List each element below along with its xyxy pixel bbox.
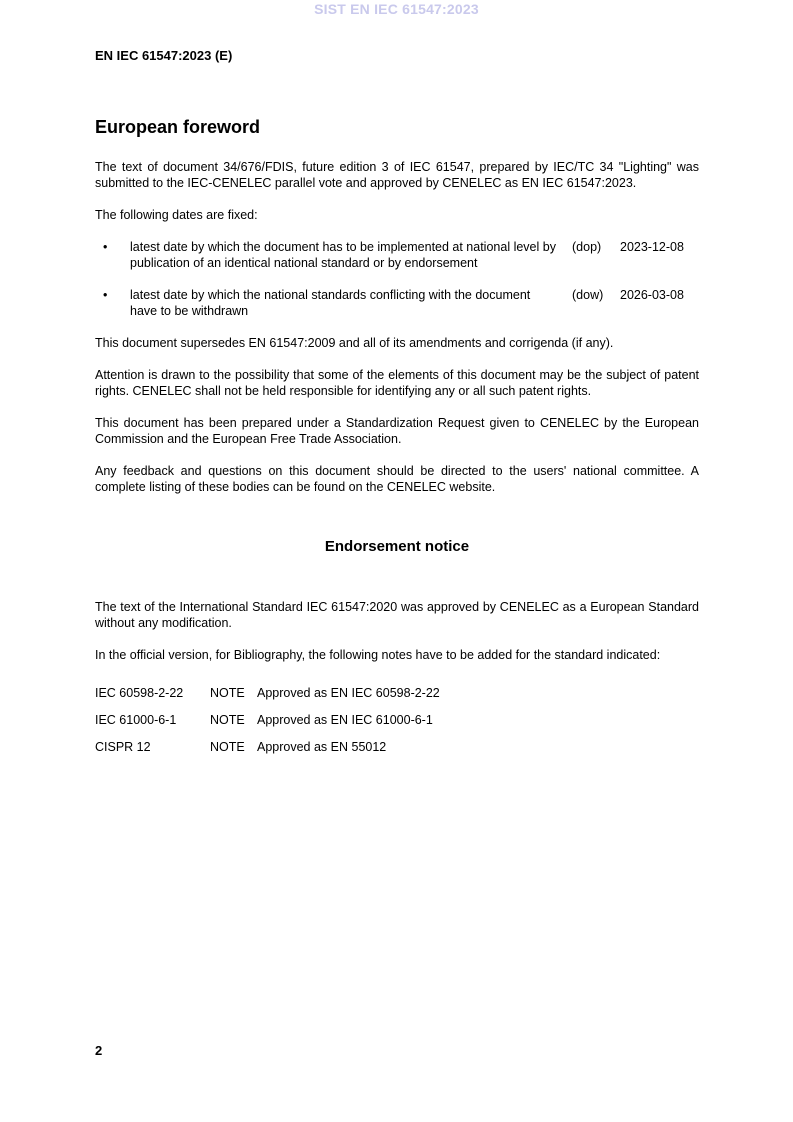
supersedes-paragraph: This document supersedes EN 61547:2009 and all of its amendments and corrigenda (if any). xyxy=(95,336,614,350)
note-reference: IEC 61000-6-1 xyxy=(95,713,177,727)
endorsement-title: Endorsement notice xyxy=(324,538,470,555)
note-text: Approved as EN IEC 61000-6-1 xyxy=(257,713,433,727)
date-abbreviation: (dop) xyxy=(572,240,602,254)
note-row xyxy=(95,712,699,728)
date-description: latest date by which the national standards conflicting with the document have to be withdrawn xyxy=(130,288,531,318)
document-body xyxy=(95,116,699,766)
bullet: • xyxy=(103,240,108,254)
bibliography-notes xyxy=(95,685,699,755)
note-text: Approved as EN IEC 60598-2-22 xyxy=(257,686,440,700)
standard-header: EN IEC 61547:2023 (E) xyxy=(95,48,233,63)
note-label: NOTE xyxy=(210,686,245,700)
note-text: Approved as EN 55012 xyxy=(257,740,387,754)
bibliography-intro: In the official version, for Bibliography, the following notes have to be added for the standard indicated: xyxy=(95,648,661,662)
date-value: 2023-12-08 xyxy=(620,240,684,254)
standardization-request-paragraph: This document has been prepared under a Standardization Request given to CENELEC by the European Commission and the European Free Trade Association. xyxy=(95,416,699,446)
endorsement-text: The text of the International Standard IEC 61547:2020 was approved by CENELEC as a European Standard without any modification. xyxy=(95,600,699,630)
date-abbreviation: (dow) xyxy=(572,288,604,302)
note-row xyxy=(95,685,699,701)
feedback-paragraph: Any feedback and questions on this document should be directed to the users' national committee. A complete listing of these bodies can be found on the CENELEC website. xyxy=(95,464,699,494)
foreword-title: European foreword xyxy=(95,117,261,137)
note-label: NOTE xyxy=(210,713,245,727)
note-label: NOTE xyxy=(210,740,245,754)
date-item-dop xyxy=(95,239,699,271)
date-value: 2026-03-08 xyxy=(620,288,684,302)
foreword-intro: The text of document 34/676/FDIS, future edition 3 of IEC 61547, prepared by IEC/TC 34 "Lighting" was submitted to the IEC-CENELEC parallel vote and approved by CENELEC as EN IEC 61547:2023. xyxy=(95,160,699,190)
page-number: 2 xyxy=(95,1043,103,1058)
note-row xyxy=(95,739,699,755)
dates-intro: The following dates are fixed: xyxy=(95,208,258,222)
patent-paragraph: Attention is drawn to the possibility that some of the elements of this document may be the subject of patent rights. CENELEC shall not be held responsible for identifying any or all such patent rights. xyxy=(95,368,699,398)
bullet: • xyxy=(103,288,108,302)
watermark: SIST EN IEC 61547:2023 xyxy=(314,1,479,17)
note-reference: CISPR 12 xyxy=(95,740,151,754)
date-description: latest date by which the document has to be implemented at national level by publication of an identical national standard or by endorsement xyxy=(130,240,556,270)
note-reference: IEC 60598-2-22 xyxy=(95,686,184,700)
date-item-dow xyxy=(95,287,699,319)
